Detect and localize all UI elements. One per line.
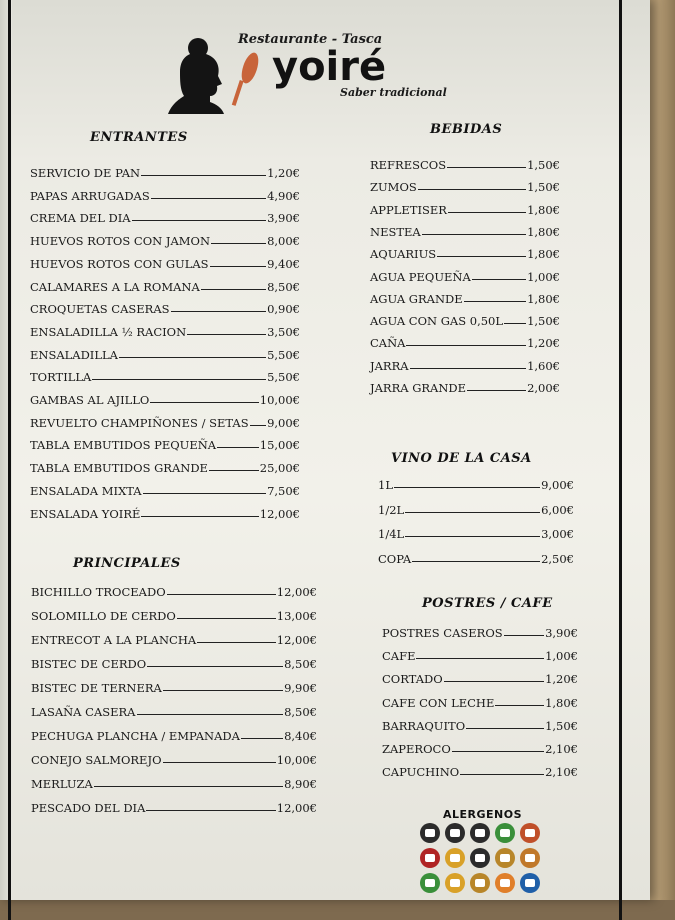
menu-item-name: CAPUCHINO — [382, 765, 460, 780]
menu-item-name: BARRAQUITO — [382, 718, 466, 733]
leader-line — [187, 334, 266, 335]
menu-item-name: APPLETISER — [370, 202, 447, 217]
menu-item-name: ZAPEROCO — [382, 742, 451, 756]
menu-item-row — [382, 717, 578, 733]
menu-item-price: 9,90€ — [284, 681, 317, 695]
heading-bebidas: BEBIDAS — [430, 122, 503, 137]
menu-item-row — [382, 647, 578, 663]
menu-item-price: 1,20€ — [545, 672, 578, 687]
menu-item-price: 5,50€ — [267, 347, 300, 362]
leader-line — [405, 512, 540, 513]
menu-item-price: 12,00€ — [276, 801, 317, 815]
menu-item-row — [378, 501, 574, 517]
leader-line — [209, 470, 259, 471]
mustard-icon — [520, 848, 540, 868]
menu-item-row — [378, 476, 574, 492]
leader-line — [412, 561, 540, 562]
menu-item-row — [30, 232, 300, 248]
menu-item-name: HUEVOS ROTOS CON JAMON — [30, 234, 211, 249]
menu-item-name: LASAÑA CASERA — [31, 705, 136, 719]
menu-item-row — [30, 278, 300, 294]
menu-item-name: ENSALADILLA ½ RACION — [30, 324, 187, 339]
menu-item-price: 1,20€ — [267, 166, 300, 180]
menu-item-name: CONEJO SALMOREJO — [31, 753, 162, 767]
leader-line — [94, 786, 283, 787]
menu-item-price: 2,50€ — [541, 551, 574, 566]
menu-item-price: 2,10€ — [545, 742, 578, 756]
menu-item-row — [30, 346, 300, 362]
menu-item-row — [370, 357, 560, 373]
menu-item-price: 1,50€ — [527, 158, 560, 172]
menu-item-name: BISTEC DE TERNERA — [31, 681, 162, 695]
menu-item-name: ENTRECOT A LA PLANCHA — [31, 633, 197, 647]
menu-item-name: CREMA DEL DIA — [30, 211, 131, 226]
menu-item-row — [30, 323, 300, 339]
leader-line — [466, 728, 544, 729]
leader-line — [418, 189, 526, 190]
menu-item-row — [31, 655, 317, 671]
menu-item-row — [30, 255, 300, 271]
menu-item-name: PESCADO DEL DIA — [31, 801, 146, 815]
menu-item-row — [370, 334, 560, 350]
menu-item-name: BICHILLO TROCEADO — [31, 585, 166, 599]
menu-item-price: 1,80€ — [527, 247, 560, 262]
menu-item-price: 9,40€ — [267, 256, 300, 271]
menu-item-row — [31, 583, 317, 599]
menu-item-name: ENSALADILLA — [30, 347, 118, 362]
menu-item-price: 0,90€ — [267, 302, 300, 317]
menu-item-name: TORTILLA — [30, 370, 92, 385]
menu-item-row — [30, 391, 300, 407]
leader-line — [163, 762, 276, 763]
milk-icon — [445, 848, 465, 868]
peanut-icon — [520, 823, 540, 843]
leader-line — [241, 738, 283, 739]
menu-item-price: 2,10€ — [545, 765, 578, 780]
menu-item-price: 3,00€ — [541, 527, 574, 541]
heading-vino: VINO DE LA CASA — [391, 451, 532, 466]
menu-item-price: 9,00€ — [267, 415, 300, 430]
egg-icon — [470, 823, 490, 843]
fish-icon — [495, 823, 515, 843]
sesame-icon — [420, 873, 440, 893]
menu-item-price: 8,00€ — [267, 234, 300, 249]
menu-item-price: 1,80€ — [527, 202, 560, 217]
menu-item-name: GAMBAS AL AJILLO — [30, 393, 150, 407]
menu-item-price: 1,80€ — [527, 291, 560, 306]
gluten-icon — [420, 823, 440, 843]
menu-item-name: 1/4L — [378, 527, 405, 541]
leader-line — [137, 714, 284, 715]
leader-line — [495, 705, 544, 706]
leader-line — [452, 751, 544, 752]
lupin-icon — [470, 873, 490, 893]
menu-item-price: 3,90€ — [267, 211, 300, 226]
menu-item-price: 7,50€ — [267, 483, 300, 498]
leader-line — [210, 266, 267, 267]
menu-item-price: 3,90€ — [545, 626, 578, 640]
leader-line — [406, 345, 526, 346]
menu-item-name: REFRESCOS — [370, 158, 447, 172]
celery-icon — [495, 848, 515, 868]
menu-item-row — [31, 799, 317, 815]
menu-item-price: 1,00€ — [545, 649, 578, 664]
menu-item-name: BISTEC DE CERDO — [31, 657, 147, 671]
leader-line — [464, 301, 526, 302]
menu-item-row — [370, 178, 560, 194]
menu-item-price: 4,90€ — [267, 188, 300, 203]
heading-principales: PRINCIPALES — [73, 556, 181, 571]
menu-item-name: SERVICIO DE PAN — [30, 166, 141, 180]
menu-item-name: AGUA CON GAS 0,50L — [370, 314, 504, 329]
menu-item-row — [370, 268, 560, 284]
menu-item-name: CAFE — [382, 649, 416, 664]
menu-item-row — [370, 245, 560, 261]
menu-item-row — [370, 156, 560, 172]
brand-name: yoiré — [272, 44, 387, 90]
leader-line — [437, 256, 526, 257]
brand-tagline-bottom: Saber tradicional — [340, 86, 447, 99]
menu-item-price: 1,80€ — [545, 695, 578, 710]
menu-item-name: POSTRES CASEROS — [382, 626, 503, 640]
menu-item-row — [370, 223, 560, 239]
menu-item-price: 12,00€ — [276, 633, 317, 647]
menu-item-row — [382, 740, 578, 756]
menu-item-price: 2,00€ — [527, 381, 560, 395]
leader-line — [146, 810, 275, 811]
menu-item-name: AGUA PEQUEÑA — [370, 269, 471, 284]
menu-item-row — [31, 631, 317, 647]
leader-line — [472, 279, 526, 280]
menu-item-row — [31, 679, 317, 695]
menu-item-name: JARRA — [370, 358, 409, 373]
soy-icon — [420, 848, 440, 868]
crustacean-icon — [445, 823, 465, 843]
menu-item-name: AQUARIUS — [370, 247, 437, 262]
menu-item-name: HUEVOS ROTOS CON GULAS — [30, 256, 209, 271]
leader-line — [217, 447, 259, 448]
leader-line — [410, 368, 527, 369]
menu-item-row — [30, 482, 300, 498]
menu-item-row — [30, 414, 300, 430]
menu-item-price: 5,50€ — [267, 370, 300, 385]
menu-item-price: 1,20€ — [527, 336, 560, 351]
leader-line — [416, 658, 544, 659]
leader-line — [141, 175, 266, 176]
menu-item-price: 1,60€ — [527, 358, 560, 373]
leader-line — [444, 681, 544, 682]
menu-item-name: CROQUETAS CASERAS — [30, 302, 170, 317]
menu-item-price: 8,50€ — [267, 279, 300, 294]
menu-item-name: TABLA EMBUTIDOS PEQUEÑA — [30, 438, 217, 453]
menu-item-row — [30, 505, 300, 521]
leader-line — [167, 594, 276, 595]
menu-item-row — [370, 312, 560, 328]
leader-line — [143, 493, 266, 494]
menu-item-price: 25,00€ — [259, 461, 300, 476]
leader-line — [171, 311, 267, 312]
menu-item-row — [382, 763, 578, 779]
menu-item-name: PAPAS ARRUGADAS — [30, 188, 150, 203]
menu-item-row — [370, 201, 560, 217]
leader-line — [460, 774, 544, 775]
menu-item-price: 3,50€ — [267, 324, 300, 339]
leader-line — [250, 425, 266, 426]
nuts-icon — [470, 848, 490, 868]
leader-line — [132, 220, 266, 221]
leader-line — [448, 212, 526, 213]
leader-line — [119, 357, 266, 358]
menu-item-name: NESTEA — [370, 224, 421, 239]
menu-item-price: 8,90€ — [284, 777, 317, 791]
leader-line — [504, 323, 526, 324]
leader-line — [394, 487, 540, 488]
menu-item-price: 8,50€ — [284, 657, 317, 671]
menu-item-row — [370, 290, 560, 306]
leader-line — [151, 198, 266, 199]
heading-entrantes: ENTRANTES — [90, 130, 188, 145]
menu-item-name: 1L — [378, 478, 393, 492]
menu-item-price: 1,50€ — [545, 718, 578, 733]
leader-line — [141, 516, 258, 517]
menu-item-row — [30, 300, 300, 316]
leader-line — [405, 536, 540, 537]
menu-item-row — [31, 607, 317, 623]
menu-item-name: CAFE CON LECHE — [382, 695, 495, 710]
menu-item-name: ZUMOS — [370, 180, 417, 195]
leader-line — [422, 234, 526, 235]
menu-item-price: 8,40€ — [284, 729, 317, 743]
menu-item-price: 10,00€ — [259, 393, 300, 407]
menu-item-row — [30, 459, 300, 475]
leader-line — [504, 635, 544, 636]
menu-item-row — [382, 694, 578, 710]
menu-item-row — [30, 368, 300, 384]
menu-item-name: REVUELTO CHAMPIÑONES / SETAS — [30, 415, 249, 430]
brand-tagline-top: Restaurante - Tasca — [238, 32, 383, 47]
menu-item-name: CAÑA — [370, 336, 406, 351]
menu-item-price: 1,80€ — [527, 224, 560, 239]
menu-item-price: 6,00€ — [541, 502, 574, 517]
menu-item-row — [30, 209, 300, 225]
menu-item-row — [30, 436, 300, 452]
leader-line — [177, 618, 276, 619]
menu-item-name: SOLOMILLO DE CERDO — [31, 609, 176, 623]
menu-item-price: 12,00€ — [276, 585, 317, 599]
menu-item-name: ENSALADA YOIRÉ — [30, 506, 141, 521]
menu-item-price: 13,00€ — [276, 609, 317, 623]
menu-item-row — [382, 670, 578, 686]
leader-line — [197, 642, 276, 643]
menu-item-row — [370, 379, 560, 395]
leader-line — [201, 289, 266, 290]
sulphite-icon — [445, 873, 465, 893]
menu-item-name: MERLUZA — [31, 777, 93, 791]
allergens-title: ALERGENOS — [443, 808, 523, 821]
milk-carton-icon — [520, 873, 540, 893]
heading-postres: POSTRES / CAFE — [422, 596, 553, 611]
leader-line — [163, 690, 283, 691]
menu-item-name: 1/2L — [378, 502, 405, 517]
menu-item-row — [31, 703, 317, 719]
menu-item-name: AGUA GRANDE — [370, 291, 463, 306]
menu-item-name: COPA — [378, 551, 412, 566]
menu-item-price: 12,00€ — [259, 506, 300, 521]
menu-item-name: JARRA GRANDE — [370, 381, 467, 395]
leader-line — [147, 666, 283, 667]
menu-item-row — [31, 727, 317, 743]
menu-item-price: 1,50€ — [527, 180, 560, 195]
menu-item-row — [30, 187, 300, 203]
leader-line — [150, 402, 258, 403]
menu-item-name: PECHUGA PLANCHA / EMPANADA — [31, 729, 240, 743]
menu-item-row — [378, 550, 574, 566]
menu-item-price: 10,00€ — [276, 753, 317, 767]
leader-line — [447, 167, 526, 168]
leader-line — [211, 243, 266, 244]
menu-item-row — [31, 751, 317, 767]
menu-item-row — [382, 624, 578, 640]
menu-item-row — [31, 775, 317, 791]
menu-item-name: CALAMARES A LA ROMANA — [30, 279, 200, 294]
menu-item-price: 9,00€ — [541, 478, 574, 492]
leader-line — [467, 390, 526, 391]
menu-item-name: CORTADO — [382, 672, 443, 687]
leader-line — [92, 379, 266, 380]
mollusc-icon — [495, 873, 515, 893]
menu-item-price: 8,50€ — [284, 705, 317, 719]
menu-item-name: ENSALADA MIXTA — [30, 483, 142, 498]
menu-item-row — [378, 525, 574, 541]
menu-item-price: 1,00€ — [527, 269, 560, 284]
menu-item-price: 1,50€ — [527, 314, 560, 329]
menu-item-row — [30, 164, 300, 180]
menu-item-price: 15,00€ — [259, 438, 300, 453]
menu-item-name: TABLA EMBUTIDOS GRANDE — [30, 461, 208, 476]
